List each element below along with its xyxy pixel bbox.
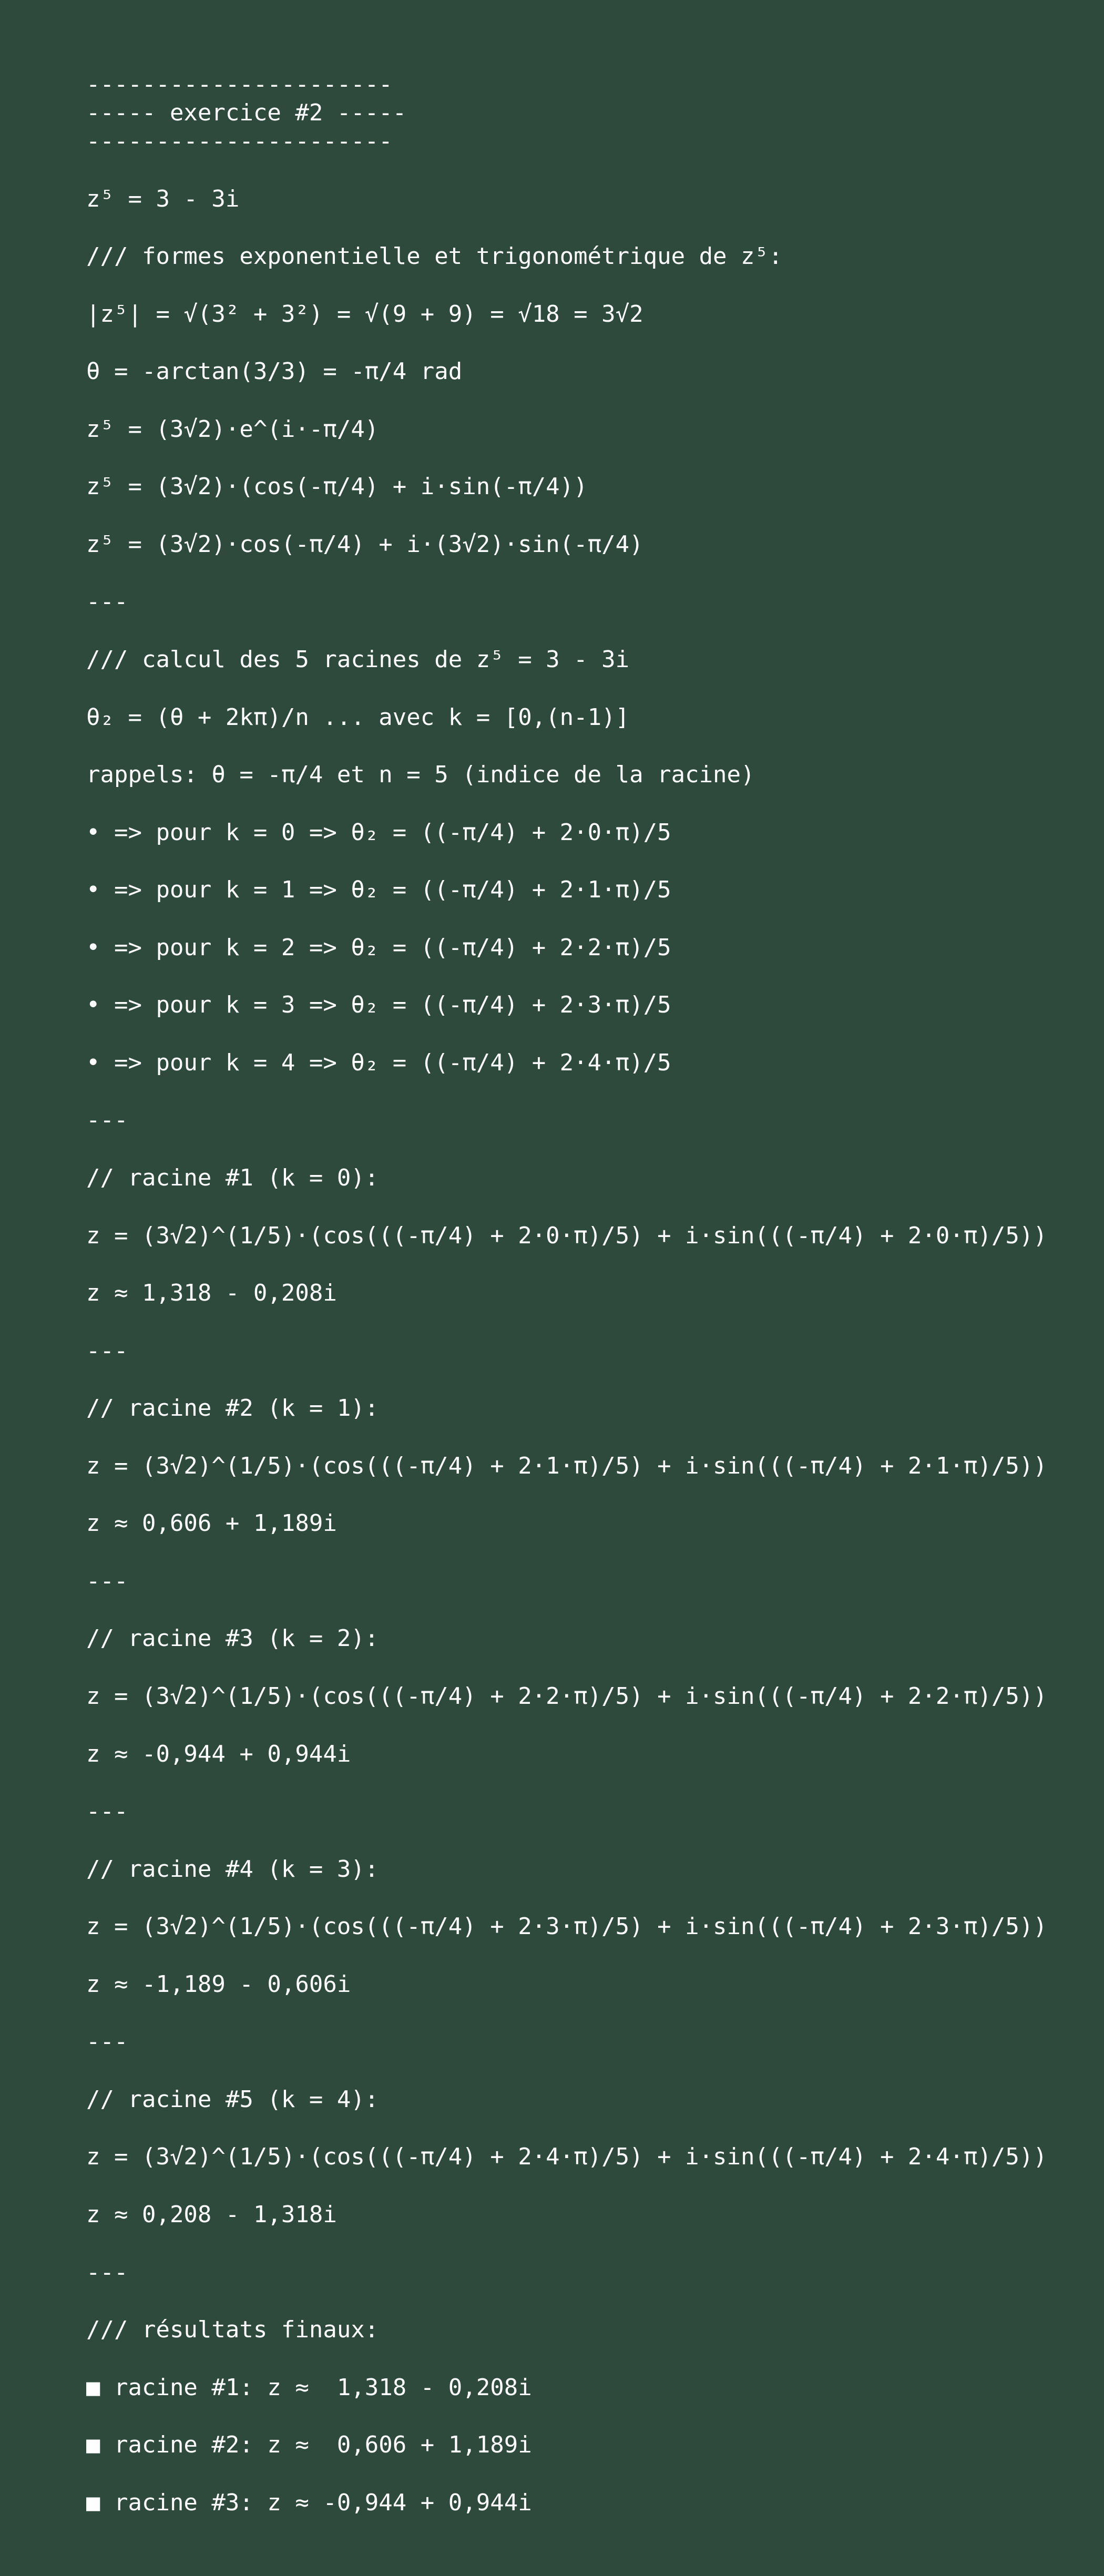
root-heading: // racine #2 (k = 1): — [86, 1395, 379, 1422]
header-title: ----- exercice #2 ----- — [86, 99, 407, 126]
separator: --- — [86, 1568, 128, 1594]
equation-line: θ = -arctan(3/3) = -π/4 rad — [86, 358, 463, 385]
section-comment: /// formes exponentielle et trigonométrique de z⁵: — [86, 243, 783, 270]
root-heading: // racine #3 (k = 2): — [86, 1625, 379, 1652]
equation-line: z = (3√2)^(1/5)·(cos(((-π/4) + 2·2·π)/5) + i·sin(((-π/4) + 2·2·π)/5)) — [86, 1683, 1047, 1710]
bullet-item: • => pour k = 0 => θ₂ = ((-π/4) + 2·0·π)/5 — [86, 819, 671, 846]
root-result: z ≈ -1,189 - 0,606i — [86, 1971, 351, 1998]
separator: --- — [86, 1337, 128, 1364]
bullet-item: • => pour k = 2 => θ₂ = ((-π/4) + 2·2·π)/5 — [86, 934, 671, 961]
separator: --- — [86, 1107, 128, 1133]
separator: --- — [86, 1798, 128, 1825]
equation-line: θ₂ = (θ + 2kπ)/n ... avec k = [0,(n-1)] — [86, 704, 630, 731]
bullet-item: • => pour k = 1 => θ₂ = ((-π/4) + 2·1·π)/5 — [86, 876, 671, 903]
root-heading: // racine #5 (k = 4): — [86, 2086, 379, 2113]
root-result: z ≈ 0,208 - 1,318i — [86, 2201, 337, 2228]
equation-line: z = (3√2)^(1/5)·(cos(((-π/4) + 2·0·π)/5) + i·sin(((-π/4) + 2·0·π)/5)) — [86, 1222, 1047, 1249]
equation-line: z = (3√2)^(1/5)·(cos(((-π/4) + 2·1·π)/5) + i·sin(((-π/4) + 2·1·π)/5)) — [86, 1453, 1047, 1479]
equation-line: z⁵ = 3 - 3i — [86, 186, 240, 212]
final-result-item: ■ racine #2: z ≈ 0,606 + 1,189i — [86, 2431, 532, 2458]
separator: --- — [86, 588, 128, 615]
section-comment: /// calcul des 5 racines de z⁵ = 3 - 3i — [86, 646, 630, 673]
section-comment: /// résultats finaux: — [86, 2316, 379, 2343]
equation-line: z⁵ = (3√2)·(cos(-π/4) + i·sin(-π/4)) — [86, 473, 588, 500]
root-result: z ≈ 1,318 - 0,208i — [86, 1280, 337, 1306]
equation-line: |z⁵| = √(3² + 3²) = √(9 + 9) = √18 = 3√2 — [86, 301, 643, 328]
equation-line: z⁵ = (3√2)·cos(-π/4) + i·(3√2)·sin(-π/4) — [86, 531, 643, 558]
root-result: z ≈ -0,944 + 0,944i — [86, 1741, 351, 1767]
equation-line: z = (3√2)^(1/5)·(cos(((-π/4) + 2·3·π)/5) + i·sin(((-π/4) + 2·3·π)/5)) — [86, 1913, 1047, 1940]
root-result: z ≈ 0,606 + 1,189i — [86, 1510, 337, 1537]
equation-line: z⁵ = (3√2)·e^(i·-π/4) — [86, 416, 379, 443]
note-line: rappels: θ = -π/4 et n = 5 (indice de la racine) — [86, 761, 755, 788]
header-rule-bottom: ---------------------- — [86, 128, 393, 155]
root-heading: // racine #1 (k = 0): — [86, 1164, 379, 1191]
equation-line: z = (3√2)^(1/5)·(cos(((-π/4) + 2·4·π)/5) + i·sin(((-π/4) + 2·4·π)/5)) — [86, 2143, 1047, 2170]
header-rule-top: ---------------------- — [86, 71, 393, 98]
final-result-item: ■ racine #1: z ≈ 1,318 - 0,208i — [86, 2374, 532, 2401]
separator: --- — [86, 2028, 128, 2055]
root-heading: // racine #4 (k = 3): — [86, 1856, 379, 1883]
final-result-item: ■ racine #3: z ≈ -0,944 + 0,944i — [86, 2489, 532, 2516]
bullet-item: • => pour k = 4 => θ₂ = ((-π/4) + 2·4·π)/5 — [86, 1049, 671, 1076]
separator: --- — [86, 2259, 128, 2286]
bullet-item: • => pour k = 3 => θ₂ = ((-π/4) + 2·3·π)/5 — [86, 991, 671, 1018]
